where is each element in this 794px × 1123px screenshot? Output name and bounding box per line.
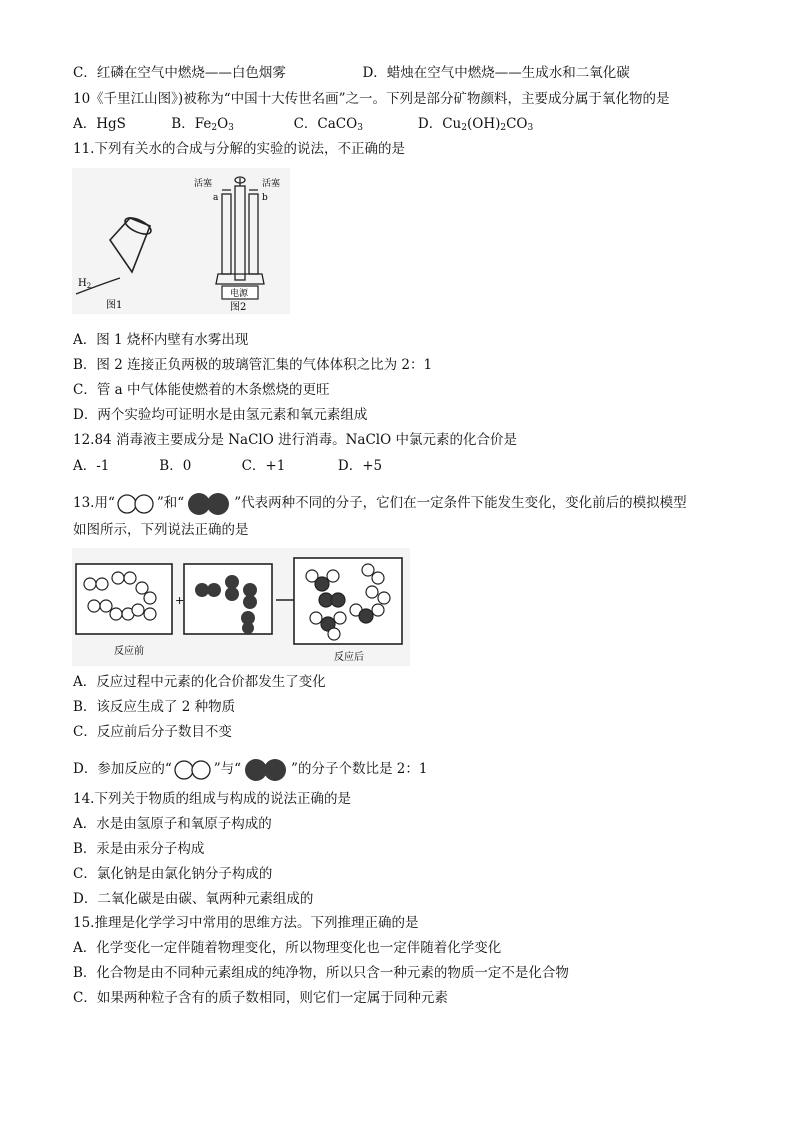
plus-sign: +	[175, 594, 185, 607]
fig2-label: 图2	[230, 302, 247, 313]
q15-option-c: C．如果两种粒子含有的质子数相同，则它们一定属于同种元素	[73, 990, 448, 1006]
power-label: 电源	[230, 289, 249, 299]
q11-option-a: A．图 1 烧杯内壁有水雾出现	[73, 332, 249, 348]
q13-figure	[72, 548, 410, 666]
q15-option-b: B．化合物是由不同种元素组成的纯净物，所以只含一种元素的物质一定不是化合物	[73, 965, 569, 981]
q14-option-b: B．汞是由汞分子构成	[73, 841, 205, 857]
q12-stem: 12.84 消毒液主要成分是 NaClO 进行消毒。NaClO 中氯元素的化合价是	[73, 432, 517, 448]
fig1-label: 图1	[106, 300, 123, 311]
q11-figure	[72, 168, 290, 314]
q13-stem: 13.用“ ”和“ ”代表两种不同的分子，它们在一定条件下能发生变化，变化前后的模拟模型	[73, 489, 687, 517]
q11-option-d: D．两个实验均可证明水是由氢元素和氧元素组成	[73, 407, 368, 423]
q12-option-b: B．0	[159, 458, 192, 474]
tube-b-label: b	[262, 193, 268, 203]
dark-molecule-icon	[241, 757, 291, 783]
q10-option-c: C．CaCO$_3$	[293, 116, 363, 133]
q12-option-d: D．+5	[337, 458, 383, 474]
valve-left-label: 活塞	[194, 179, 213, 189]
white-molecule-icon	[115, 493, 157, 515]
dark-molecule-icon	[184, 491, 234, 517]
q14-option-a: A．水是由氢原子和氧原子构成的	[73, 816, 272, 832]
q9-option-d: D．蜡烛在空气中燃烧——生成水和二氧化碳	[362, 65, 630, 81]
q14-option-c: C．氯化钠是由氯化钠分子构成的	[73, 866, 273, 882]
valve-right-label: 活塞	[262, 179, 281, 189]
q15-stem: 15.推理是化学学习中常用的思维方法。下列推理正确的是	[73, 915, 419, 931]
q10-options	[73, 115, 533, 133]
q12-option-c: C．+1	[241, 458, 286, 474]
q14-option-d: D．二氧化碳是由碳、氧两种元素组成的	[73, 891, 314, 907]
white-molecule-icon	[172, 759, 214, 781]
before-box-white	[76, 564, 172, 634]
q10-option-b: B．$Fe_2O_3$	[171, 116, 234, 133]
q13-option-d: D．参加反应的“ ”与“ ”的分子个数比是 2：1	[73, 755, 427, 783]
q11-option-c: C．管 a 中气体能使燃着的木条燃烧的更旺	[73, 382, 330, 398]
q13-option-c: C．反应前后分子数目不变	[73, 724, 232, 740]
q13-option-a: A．反应过程中元素的化合价都发生了变化	[73, 674, 326, 690]
fig-after-label: 反应后	[334, 652, 364, 663]
q12-options	[73, 457, 382, 475]
q10-option-d: D．$Cu_2(OH)_2CO_3$	[417, 116, 534, 133]
q9-options-cd	[73, 64, 630, 82]
q14-stem: 14.下列关于物质的组成与构成的说法正确的是	[73, 791, 351, 807]
q11-stem: 11.下列有关水的合成与分解的实验的说法，不正确的是	[73, 141, 405, 157]
q9-option-c: C．红磷在空气中燃烧——白色烟雾	[73, 65, 286, 81]
q11-option-b: B．图 2 连接正负两极的玻璃管汇集的气体体积之比为 2：1	[73, 357, 433, 373]
tube-a-label: a	[213, 193, 219, 203]
q15-option-a: A．化学变化一定伴随着物理变化，所以物理变化也一定伴随着化学变化	[73, 940, 502, 956]
q10-option-a: A．HgS	[73, 116, 126, 132]
q13-option-b: B．该反应生成了 2 种物质	[73, 699, 236, 715]
fig-before-label: 反应前	[114, 646, 144, 657]
h2-label: $H_2$	[78, 278, 92, 290]
q13-stem-line2: 如图所示，下列说法正确的是	[73, 522, 249, 538]
q10-stem: 10《千里江山图》)被称为“中国十大传世名画”之一。下列是部分矿物颜料，主要成分属于氧化物的是	[73, 91, 670, 107]
q12-option-a: A．-1	[73, 458, 110, 474]
